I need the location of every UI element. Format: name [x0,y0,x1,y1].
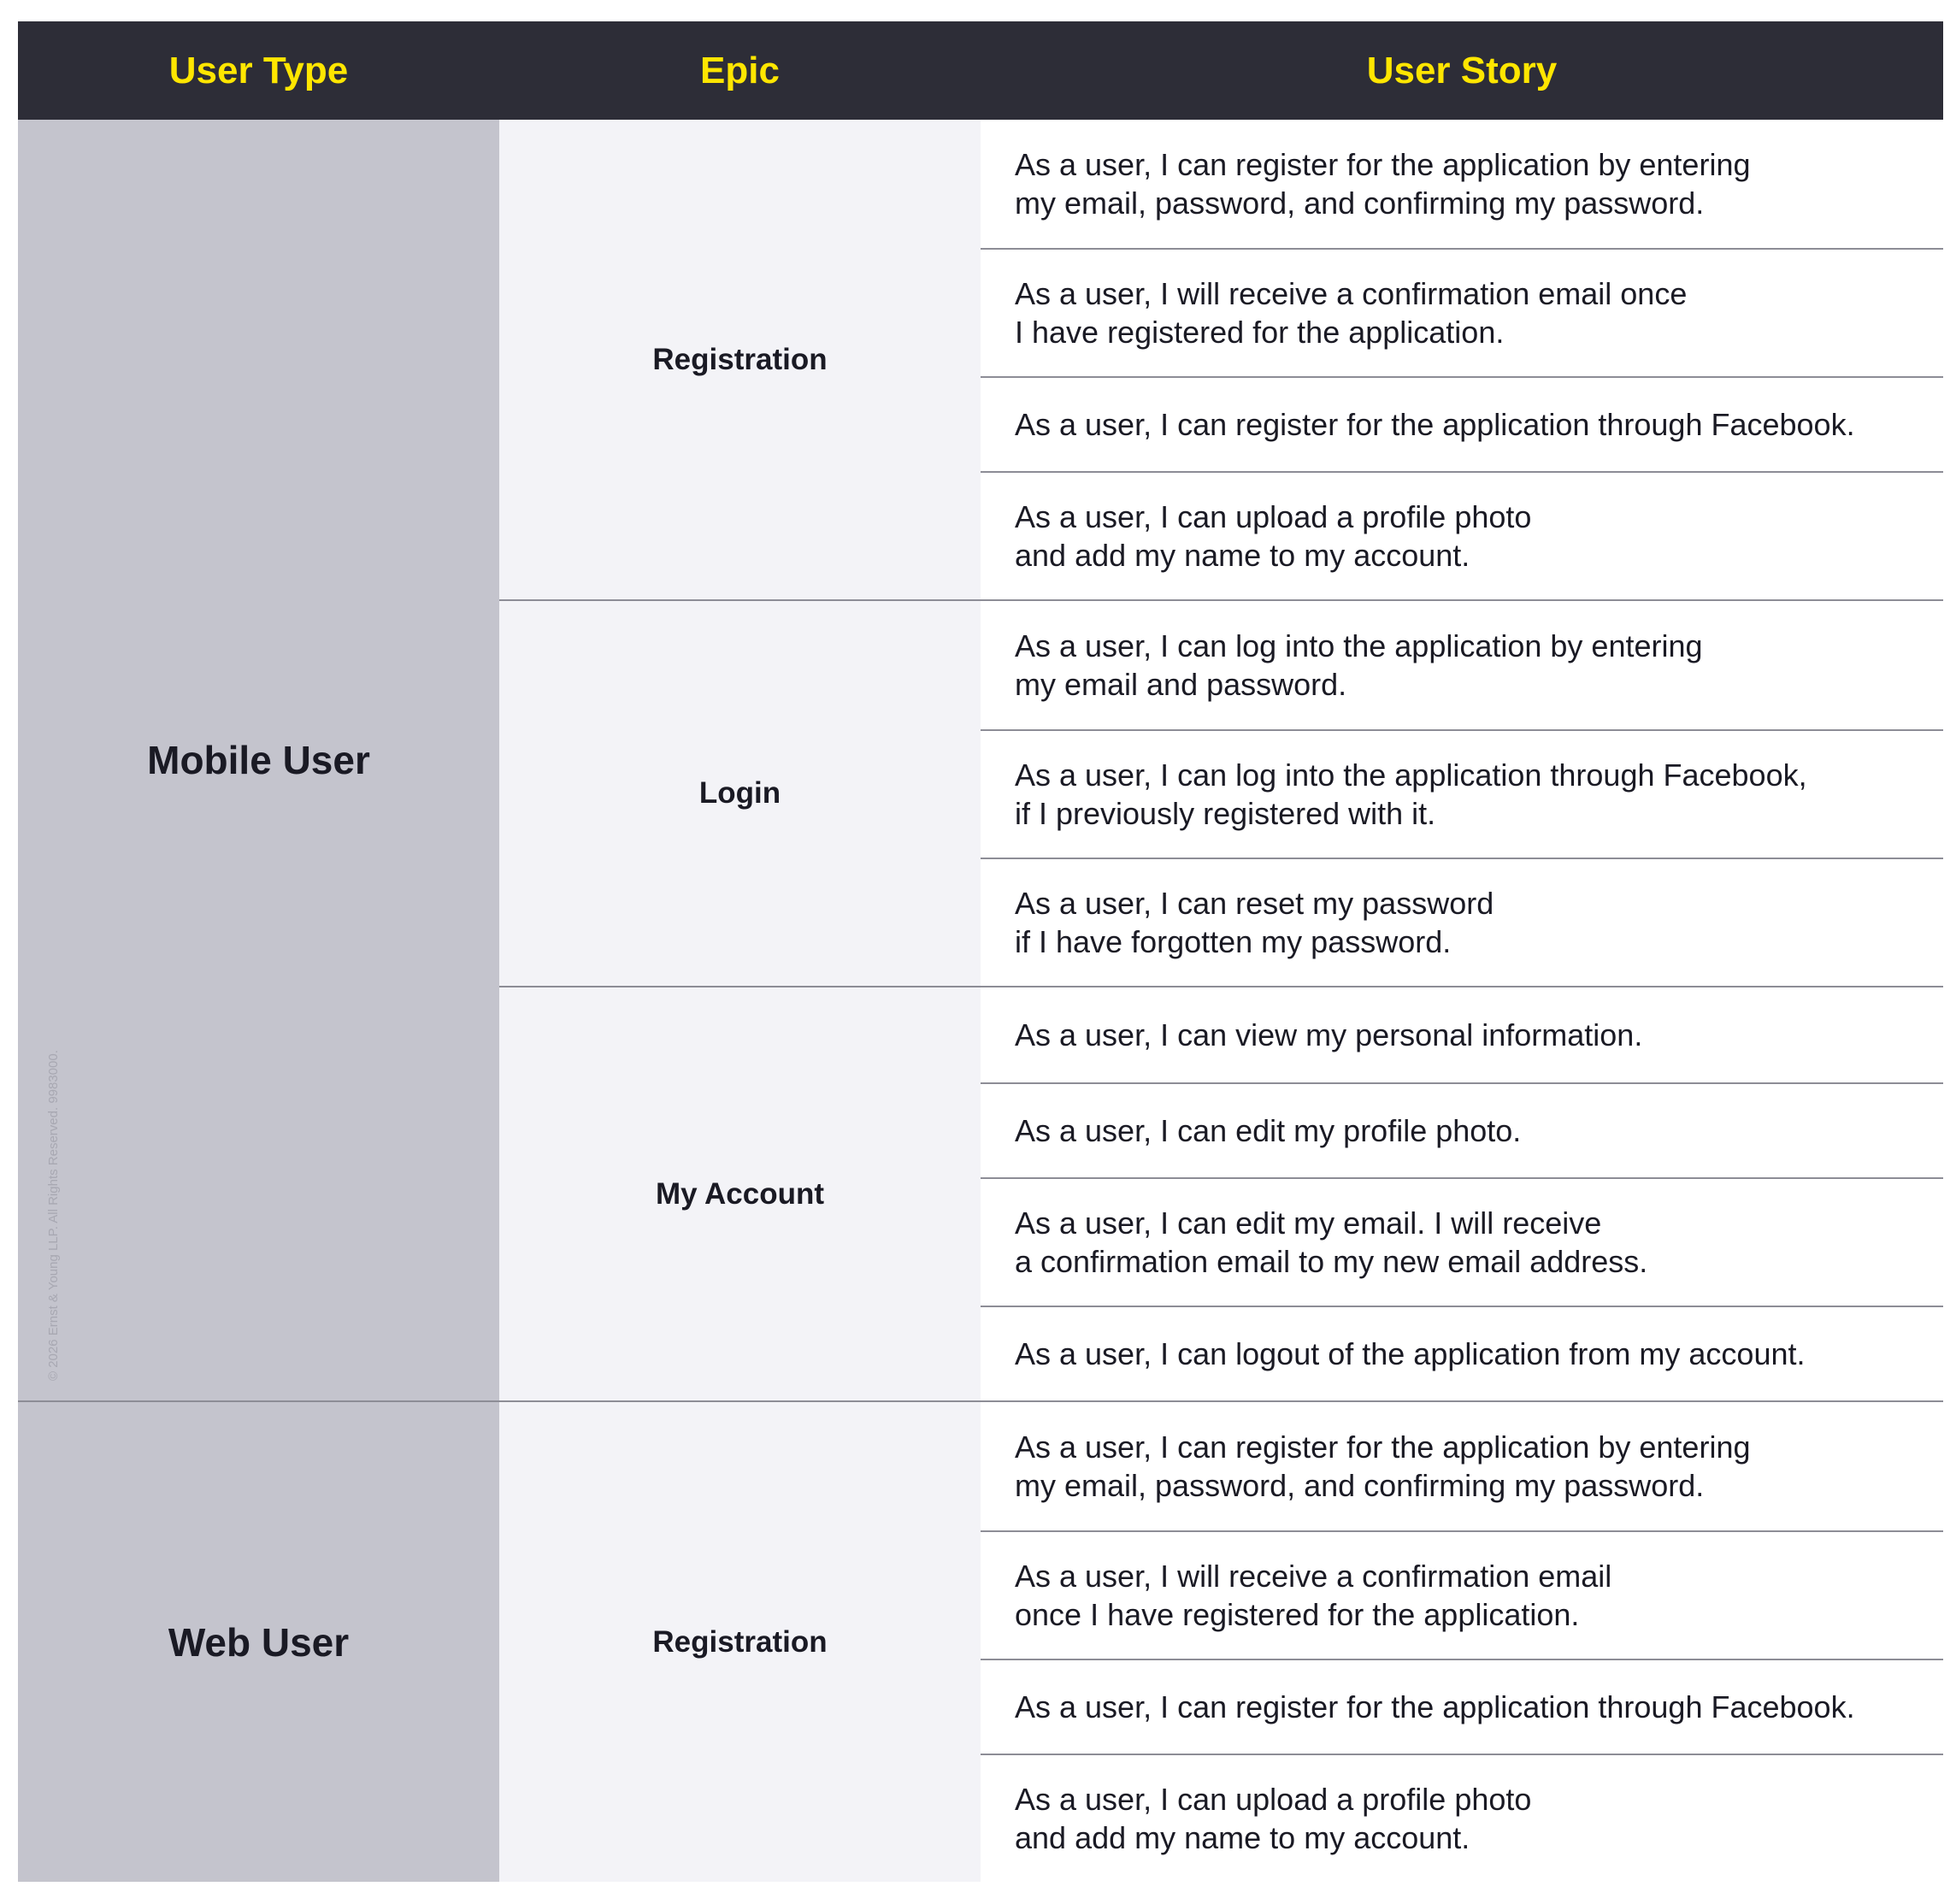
user-story-cell [981,1530,1943,1659]
epic-cell: Login [499,601,981,986]
user-story-text: As a user, I can register for the application by entering my email, password, and confirming my password. [1015,1429,1751,1503]
user-story-cell [981,601,1943,729]
user-story-cell [981,471,1943,599]
epic-cell: My Account [499,987,981,1400]
user-story-cell [981,120,1943,248]
user-story-cell [981,1082,1943,1177]
user-story-text: As a user, I can register for the application through Facebook. [1015,407,1855,442]
epic-row [499,120,1943,599]
user-story-text: As a user, I can upload a profile photo and add my name to my account. [1015,499,1532,573]
user-story-text: As a user, I will receive a confirmation email once I have registered for the application. [1015,1559,1612,1632]
epic-row [499,599,1943,986]
user-story-cell [981,1659,1943,1754]
user-story-cell [981,987,1943,1082]
user-story-text: As a user, I can logout of the application from my account. [1015,1336,1806,1371]
user-type-group [18,120,1943,1400]
user-story-cell [981,248,1943,376]
user-story-cell [981,729,1943,858]
user-type-cell: Mobile User [18,120,499,1400]
user-story-text: As a user, I can log into the application by entering my email and password. [1015,628,1703,702]
header-user-type: User Type [168,49,349,91]
user-type-group [18,1400,1943,1882]
user-story-cell [981,1402,1943,1530]
header-user-story: User Story [1366,49,1558,91]
table-body [18,120,1943,1882]
user-story-text: As a user, I can reset my password if I have forgotten my password. [1015,886,1494,959]
user-story-text: As a user, I will receive a confirmation email once I have registered for the application. [1015,276,1688,350]
user-story-text: As a user, I can view my personal information. [1015,1017,1643,1052]
user-story-cell [981,1177,1943,1306]
epic-cell: Registration [499,1402,981,1882]
epic-cell: Registration [499,120,981,599]
user-story-text: As a user, I can edit my email. I will receive a confirmation email to my new email address. [1015,1205,1648,1279]
user-story-text: As a user, I can edit my profile photo. [1015,1113,1522,1148]
header-epic: Epic [700,49,780,91]
user-story-text: As a user, I can register for the application through Facebook. [1015,1689,1855,1724]
table-header [18,21,1943,120]
user-story-text: As a user, I can upload a profile photo and add my name to my account. [1015,1782,1532,1855]
epic-row [499,1402,1943,1882]
user-story-cell [981,1306,1943,1400]
user-story-text: As a user, I can register for the application by entering my email, password, and confirming my password. [1015,147,1751,221]
copyright-notice: © 2026 Ernst & Young LLP. All Rights Reserved. 9983000. [46,1050,61,1381]
user-story-cell [981,376,1943,471]
user-story-cell [981,1754,1943,1882]
user-type-cell: Web User [18,1402,499,1882]
user-story-table [18,21,1943,1882]
user-story-cell [981,858,1943,986]
user-story-text: As a user, I can log into the application through Facebook, if I previously registered with it. [1015,757,1807,831]
epic-row [499,986,1943,1400]
